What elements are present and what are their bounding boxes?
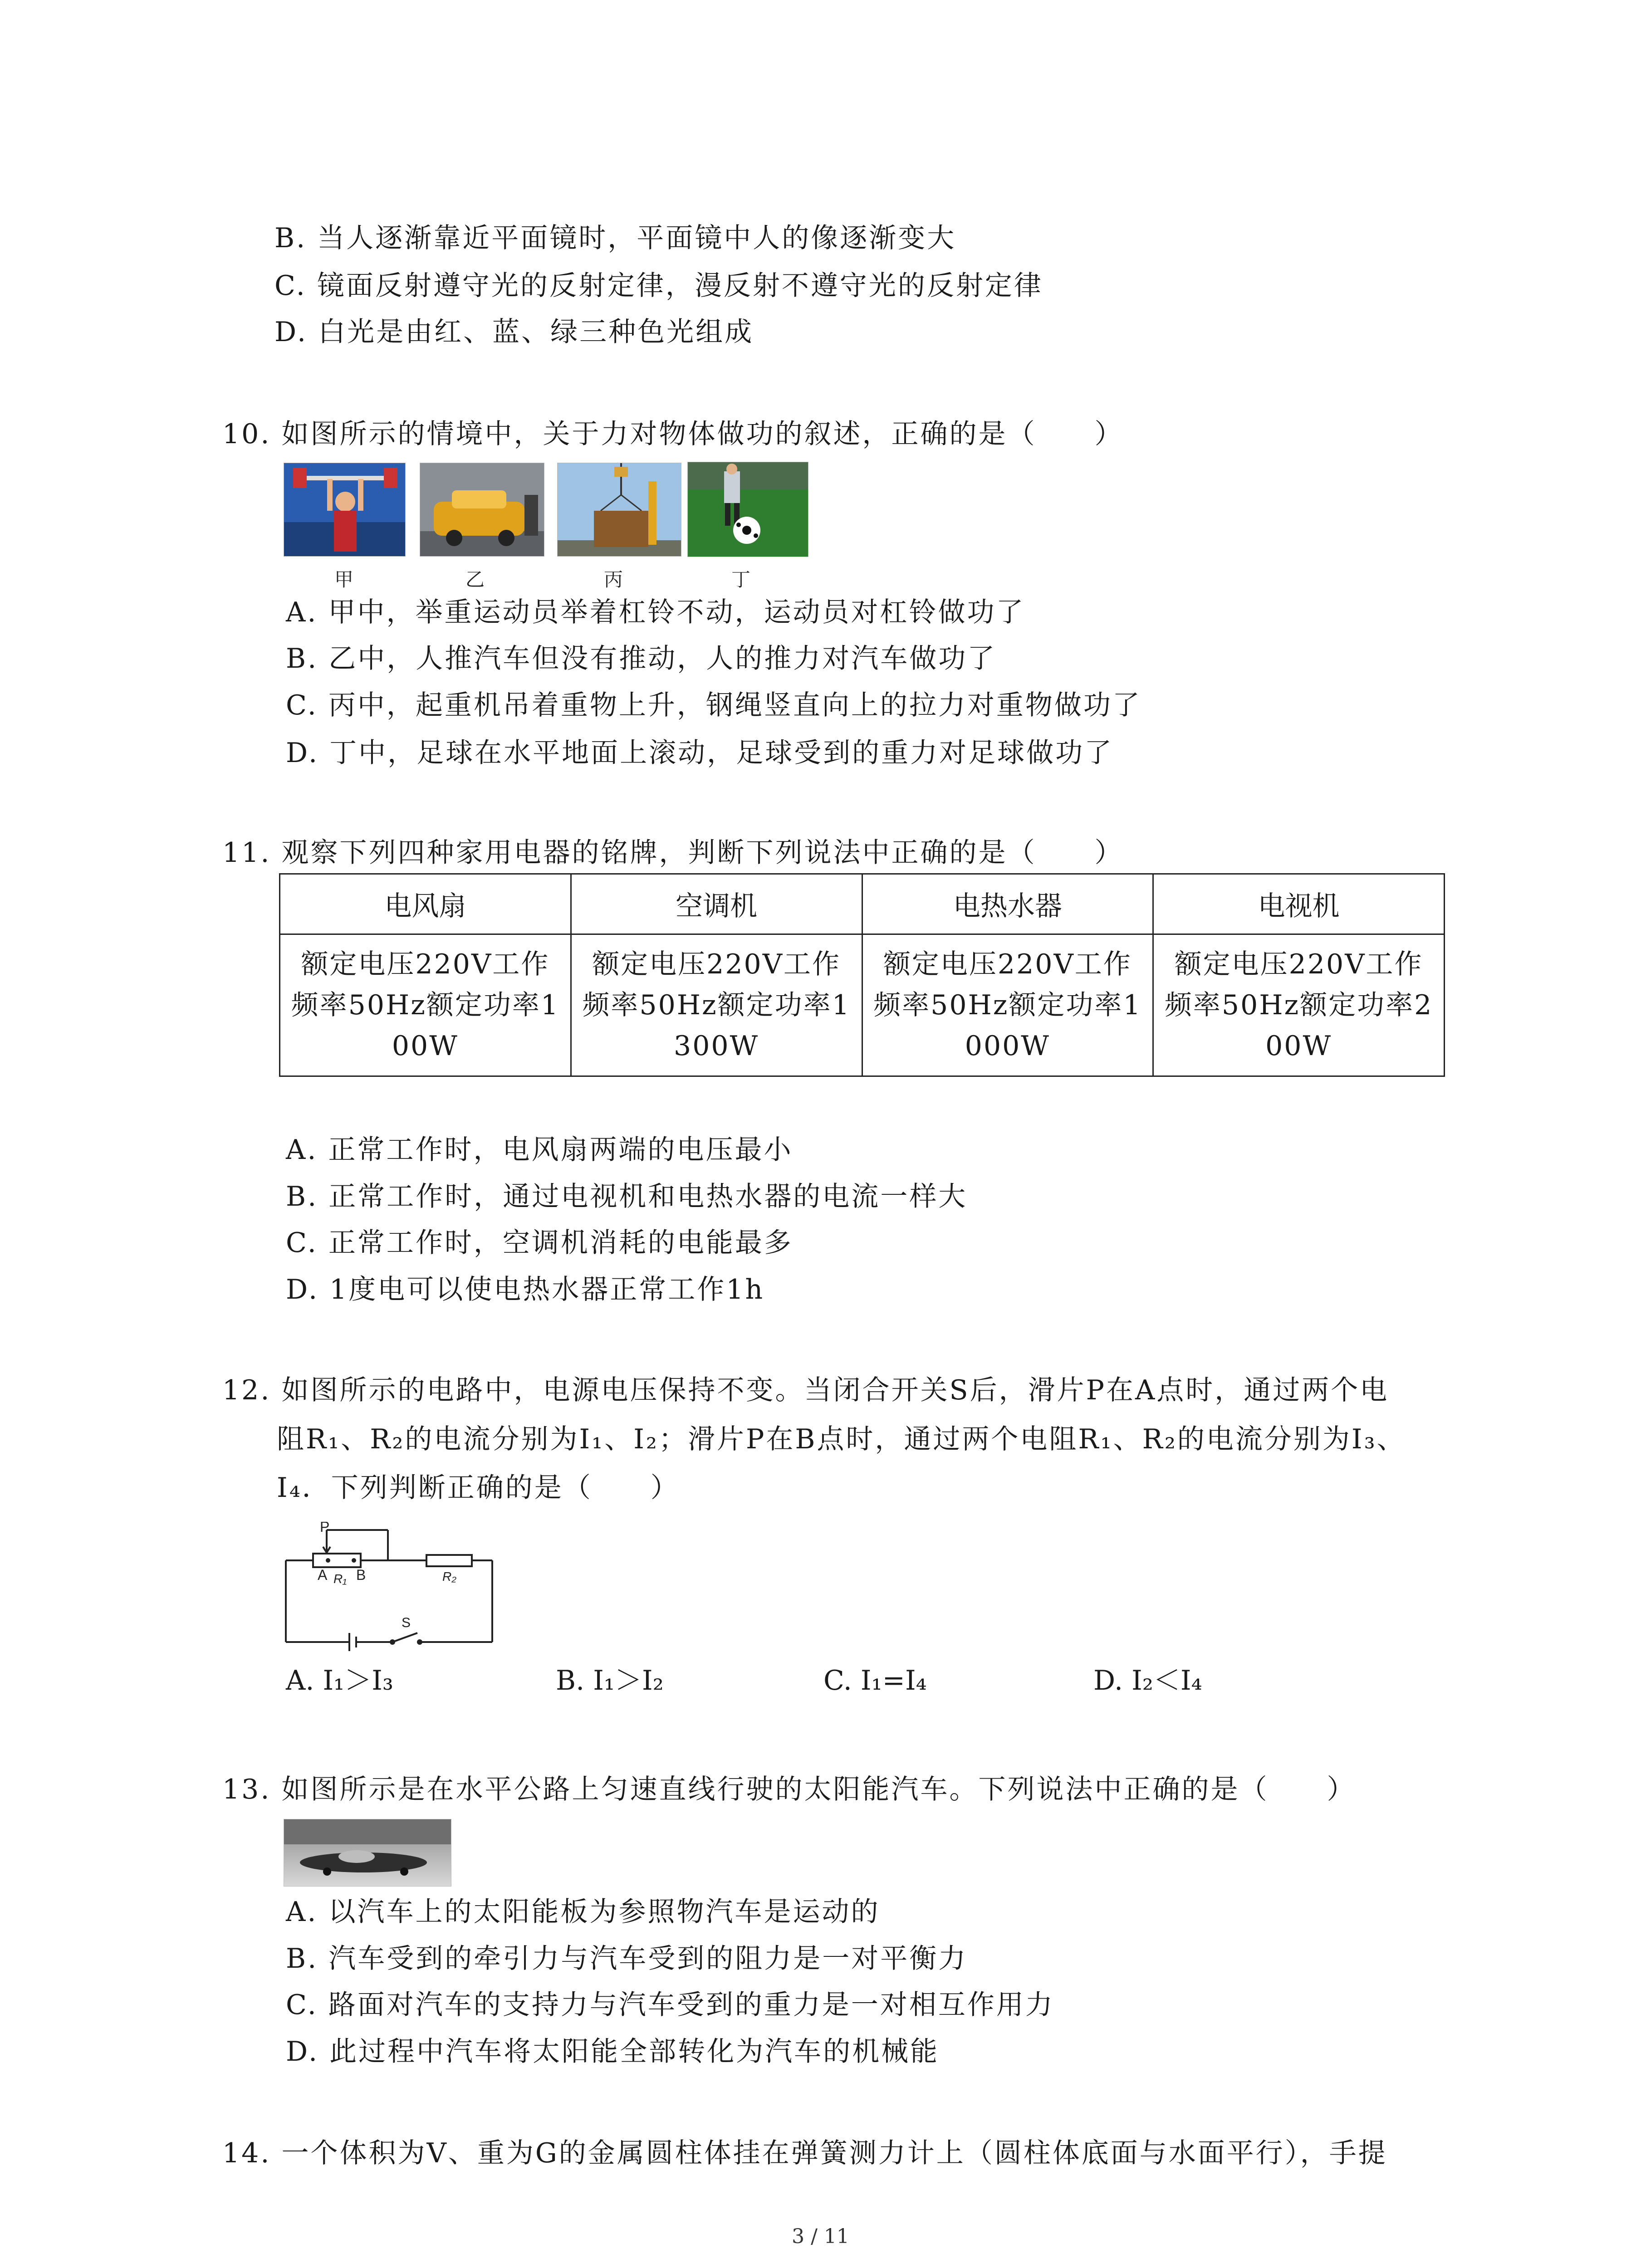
table-cell: 额定电压220V工作频率50Hz额定功率100W <box>280 934 571 1076</box>
circuit-label-r1: R₁ <box>333 1572 347 1586</box>
picture-label-bing: 丙 <box>604 568 623 591</box>
q10-stem: 10. 如图所示的情境中，关于力对物体做功的叙述，正确的是（ ） <box>222 418 1124 450</box>
q13-option-a: A. 以汽车上的太阳能板为参照物汽车是运动的 <box>286 1896 880 1928</box>
circuit-diagram <box>281 1522 499 1656</box>
q12-option-d: D. I₂＜I₄ <box>1093 1665 1202 1696</box>
q13-option-b: B. 汽车受到的牵引力与汽车受到的阻力是一对平衡力 <box>286 1943 968 1975</box>
q10-option-b: B. 乙中，人推汽车但没有推动，人的推力对汽车做功了 <box>286 643 997 675</box>
circuit-label-s: S <box>402 1615 411 1630</box>
q13-option-c: C. 路面对汽车的支持力与汽车受到的重力是一对相互作用力 <box>286 1989 1054 2021</box>
q13-stem: 13. 如图所示是在水平公路上匀速直线行驶的太阳能汽车。下列说法中正确的是（ ） <box>222 1774 1356 1805</box>
q10-option-d: D. 丁中，足球在水平地面上滚动，足球受到的重力对足球做功了 <box>286 737 1114 769</box>
table-header: 电视机 <box>1153 874 1445 934</box>
q11-option-b: B. 正常工作时，通过电视机和电热水器的电流一样大 <box>286 1181 968 1212</box>
q12-stem-line3: I₄．下列判断正确的是（ ） <box>277 1472 680 1504</box>
q11-option-a: A. 正常工作时，电风扇两端的电压最小 <box>286 1134 793 1166</box>
table-cell: 额定电压220V工作频率50Hz额定功率1300W <box>571 934 862 1076</box>
table-header: 电热水器 <box>862 874 1153 934</box>
table-header-row <box>280 874 1445 934</box>
q11-stem: 11. 观察下列四种家用电器的铭牌，判断下列说法中正确的是（ ） <box>222 837 1124 869</box>
q10-option-a: A. 甲中，举重运动员举着杠铃不动，运动员对杠铃做功了 <box>286 596 1025 628</box>
weightlifter-image <box>284 463 406 557</box>
point-b-dot <box>352 1558 356 1563</box>
table-cell: 额定电压220V工作频率50Hz额定功率1000W <box>862 934 1153 1076</box>
q9-option-b: B. 当人逐渐靠近平面镜时，平面镜中人的像逐渐变大 <box>274 222 956 254</box>
car-push-image <box>420 463 544 557</box>
q11-option-d: D. 1度电可以使电热水器正常工作1h <box>286 1274 765 1305</box>
q9-option-d: D. 白光是由红、蓝、绿三种色光组成 <box>274 316 754 348</box>
switch-pivot-dot <box>390 1639 395 1645</box>
q14-stem: 14. 一个体积为V、重为G的金属圆柱体挂在弹簧测力计上（圆柱体底面与水面平行），手提 <box>222 2137 1387 2169</box>
football-image <box>687 462 808 557</box>
crane-lifting-image <box>557 463 681 557</box>
q12-stem-line1: 12. 如图所示的电路中，电源电压保持不变。当闭合开关S后，滑片P在A点时，通过两个电 <box>222 1374 1389 1406</box>
picture-label-ding: 丁 <box>731 568 751 591</box>
appliance-nameplate-table <box>279 873 1445 1077</box>
circuit-label-r2: R₂ <box>442 1569 456 1584</box>
table-header: 电风扇 <box>280 874 571 934</box>
q12-stem-line2: 阻R₁、R₂的电流分别为I₁、I₂；滑片P在B点时，通过两个电阻R₁、R₂的电流分别为I₃、 <box>277 1423 1406 1455</box>
solar-car-image <box>284 1819 451 1887</box>
q13-option-d: D. 此过程中汽车将太阳能全部转化为汽车的机械能 <box>286 2036 940 2068</box>
q12-option-b: B. I₁＞I₂ <box>556 1665 664 1696</box>
table-row <box>280 934 1445 1076</box>
circuit-label-a: A <box>318 1567 328 1583</box>
q11-option-c: C. 正常工作时，空调机消耗的电能最多 <box>286 1227 793 1259</box>
q10-option-c: C. 丙中，起重机吊着重物上升，钢绳竖直向上的拉力对重物做功了 <box>286 689 1141 721</box>
q9-option-c: C. 镜面反射遵守光的反射定律，漫反射不遵守光的反射定律 <box>274 270 1043 302</box>
circuit-label-p: P <box>320 1522 330 1535</box>
picture-label-yi: 乙 <box>465 568 485 591</box>
point-a-dot <box>326 1558 330 1563</box>
table-header: 空调机 <box>571 874 862 934</box>
q12-option-c: C. I₁=I₄ <box>823 1665 927 1696</box>
circuit-label-b: B <box>356 1567 366 1583</box>
switch-contact-dot <box>417 1639 422 1645</box>
picture-label-jia: 甲 <box>334 568 354 591</box>
table-cell: 额定电压220V工作频率50Hz额定功率200W <box>1153 934 1445 1076</box>
page-number: 3 / 11 <box>792 2225 849 2248</box>
q12-option-a: A. I₁＞I₃ <box>286 1665 393 1696</box>
